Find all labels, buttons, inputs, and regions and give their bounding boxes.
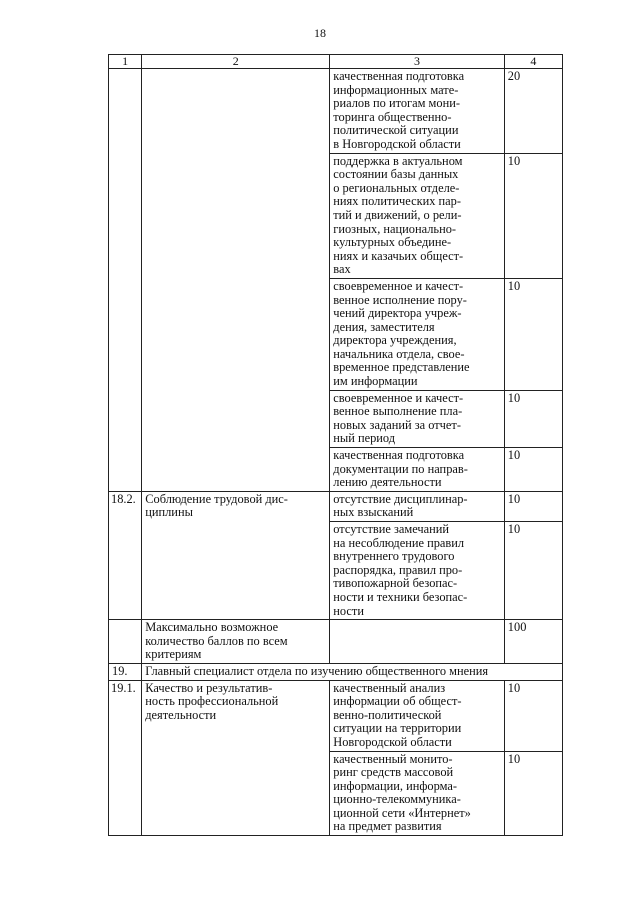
score-cell: 10 [504, 390, 562, 447]
criterion-cell: качественный монито- ринг средств массовой информации, информа- ционно-телекоммуника- ционной сети «Интернет» на предмет развития [330, 751, 505, 836]
column-number-1: 1 [109, 55, 142, 69]
number-cell-empty [109, 620, 142, 664]
indicator-cell: Качество и результатив- ность профессиональной деятельности [142, 680, 330, 836]
section-number-19: 19. [109, 663, 142, 680]
max-score-value: 100 [504, 620, 562, 664]
score-cell: 10 [504, 680, 562, 751]
section-title: Главный специалист отдела по изучению общественного мнения [142, 663, 563, 680]
criterion-cell: отсутствие замечаний на несоблюдение правил внутреннего трудового распорядка, правил про- тивопожарной безопас- ности и техники безопас- ности [330, 522, 505, 620]
criteria-table [108, 54, 563, 836]
column-number-4: 4 [504, 55, 562, 69]
item-number-18-2: 18.2. [109, 491, 142, 619]
criterion-cell: своевременное и качест- венное выполнение пла- новых заданий за отчет- ный период [330, 390, 505, 447]
column-number-2: 2 [142, 55, 330, 69]
max-score-row [109, 620, 563, 664]
table-row [109, 69, 563, 154]
indicator-cell: Соблюдение трудовой дис- циплины [142, 491, 330, 619]
criterion-cell-empty [330, 620, 505, 664]
criterion-cell: своевременное и качест- венное исполнение пору- чений директора учреж- дения, заместителя директора учреждения, начальника отдела, свое- временное представление им информации [330, 278, 505, 390]
column-number-row [109, 55, 563, 69]
criterion-cell: качественный анализ информации об общест- венно-политической ситуации на территории Новгородской области [330, 680, 505, 751]
number-cell-empty [109, 69, 142, 492]
indicator-cell-empty [142, 69, 330, 492]
criterion-cell: качественная подготовка документации по направ- лению деятельности [330, 448, 505, 492]
score-cell: 10 [504, 278, 562, 390]
score-cell: 10 [504, 491, 562, 521]
score-cell: 10 [504, 751, 562, 836]
score-cell: 10 [504, 522, 562, 620]
section-heading-row [109, 663, 563, 680]
table-row [109, 491, 563, 521]
column-number-3: 3 [330, 55, 505, 69]
page-number: 18 [314, 26, 326, 40]
criterion-cell: поддержка в актуальном состоянии базы данных о региональных отделе- ниях политических пар- тий и движений, о рели- гиозных, национально- культурных объедине- ниях и казачьих общест- вах [330, 153, 505, 278]
criterion-cell: отсутствие дисциплинар- ных взысканий [330, 491, 505, 521]
table-row [109, 680, 563, 751]
score-cell: 10 [504, 448, 562, 492]
item-number-19-1: 19.1. [109, 680, 142, 836]
score-cell: 10 [504, 153, 562, 278]
score-cell: 20 [504, 69, 562, 154]
max-score-label: Максимально возможное количество баллов по всем критериям [142, 620, 330, 664]
criterion-cell: качественная подготовка информационных мате- риалов по итогам мони- торинга общественно- политической ситуации в Новгородской области [330, 69, 505, 154]
